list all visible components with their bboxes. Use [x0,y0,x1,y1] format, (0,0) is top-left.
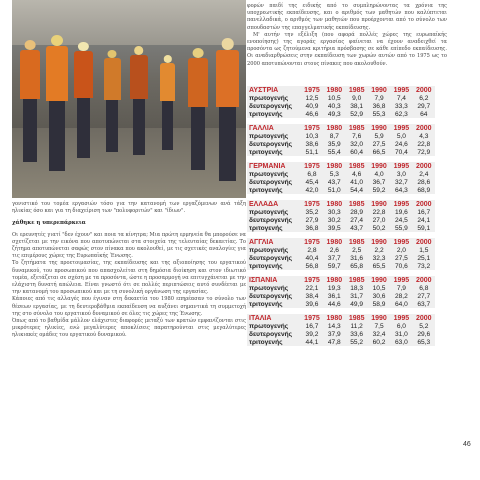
table-cell: 22,1 [305,284,319,292]
table-cell: 24,1 [417,216,431,224]
table-cell: 16,7 [417,208,431,216]
worker-vest [46,46,68,101]
helmet-icon [163,55,171,63]
table-cell: 1,5 [419,246,429,254]
table-cell: 73,2 [417,262,431,270]
year-header: 1985 [348,200,365,208]
table-cell: 2,0 [396,246,406,254]
table-cell: 6,0 [396,322,406,330]
country-name: ΓΑΛΛΙΑ [249,124,274,132]
table-row [247,140,435,148]
table-cell: 38,6 [305,140,319,148]
year-header: 1995 [393,276,410,284]
sector-label: πρωτογενής [249,246,289,254]
year-header: 1980 [326,162,343,170]
right-paragraph: Μ' αυτήν την εξέλιξη (που αφορά πολλές χώρες της ευρωπαϊκής ενοποίησης) της αγοράς εργασίας φαίνεται να έχουν αναδειχθεί τα προσόντα ως ζητούμενα κριτήρια πρόσβασης σε κάθε επίπεδο εκπαίδευσης. Οι αναδιαρθρώσεις στην εκπαίδευση των χωρών αυτών από το 1975 ως το 2000 αποτυπώνονται στους πίνακες που ακολουθούν. [247,31,447,67]
year-header: 1975 [304,86,320,94]
helmet-icon [51,35,63,46]
year-header: 1980 [326,86,343,94]
table-row [247,330,435,338]
table-cell: 37,7 [327,254,341,262]
table-cell: 30,6 [372,292,386,300]
worker-legs [77,98,90,158]
table-row [247,132,435,140]
table-cell: 55,2 [350,338,364,346]
country-name: ΙΣΠΑΝΙΑ [249,276,278,284]
year-header: 2000 [416,200,432,208]
worker-legs [219,107,235,181]
sector-label: δευτερογενής [249,330,293,338]
table-cell: 12,5 [305,94,319,102]
table-cell: 2,5 [352,246,362,254]
worker-vest [104,58,121,99]
worker-figure [104,50,121,163]
table-cell: 39,6 [305,300,319,308]
table-cell: 30,2 [327,216,341,224]
sector-label: τριτογενής [249,224,283,232]
sector-label: πρωτογενής [249,132,289,140]
table-cell: 2,6 [329,246,339,254]
year-header: 1985 [348,124,365,132]
country-name: ΑΓΓΛΙΑ [249,238,274,246]
left-text-column [12,201,246,340]
table-row [247,170,435,178]
country-table [247,162,435,194]
year-header: 1995 [393,86,410,94]
table-row [247,254,435,262]
year-header: 1975 [304,200,320,208]
table-row [247,216,435,224]
table-cell: 38,1 [350,102,364,110]
table-cell: 31,7 [350,292,364,300]
year-header: 2000 [416,162,432,170]
year-header: 2000 [416,238,432,246]
table-cell: 36,1 [327,292,341,300]
helmet-icon [24,40,35,50]
table-cell: 39,5 [327,224,341,232]
table-cell: 27,4 [350,216,364,224]
year-header: 1985 [348,276,365,284]
sector-label: τριτογενής [249,110,283,118]
year-header: 1980 [326,314,343,322]
table-cell: 63,0 [394,338,408,346]
table-row [247,178,435,186]
worker-vest [160,63,175,102]
table-cell: 24,6 [394,140,408,148]
worker-vest [216,50,239,108]
table-row [247,110,435,118]
worker-figure [130,46,148,166]
table-cell: 45,4 [305,178,319,186]
year-header: 2000 [416,86,432,94]
table-cell: 27,9 [305,216,319,224]
table-cell: 65,8 [350,262,364,270]
worker-vest [20,50,40,100]
table-cell: 55,4 [327,148,341,156]
table-cell: 65,3 [417,338,431,346]
table-cell: 7,9 [396,284,406,292]
country-name: ΕΛΛΑΔΑ [249,200,279,208]
table-cell: 64,3 [394,186,408,194]
table-cell: 27,0 [372,216,386,224]
table-cell: 5,9 [374,132,384,140]
year-header: 1990 [371,162,387,170]
table-cell: 31,6 [350,254,364,262]
table-cell: 59,7 [327,262,341,270]
year-header: 1985 [348,314,365,322]
table-cell: 7,6 [352,132,362,140]
table-row [247,322,435,330]
year-header: 1990 [371,276,387,284]
table-cell: 41,0 [350,178,364,186]
sector-label: πρωτογενής [249,170,289,178]
table-row [247,246,435,254]
year-header: 1995 [393,162,410,170]
table-cell: 4,3 [419,132,429,140]
table-cell: 10,5 [327,94,341,102]
year-header: 1995 [393,200,410,208]
sector-label: τριτογενής [249,148,283,156]
year-header: 1975 [304,276,320,284]
year-header: 1975 [304,314,320,322]
table-cell: 16,7 [305,322,319,330]
country-table [247,124,435,156]
table-cell: 7,9 [374,94,384,102]
table-cell: 59,1 [417,224,431,232]
worker-vest [188,58,208,108]
year-header: 1990 [371,200,387,208]
helmet-icon [78,42,88,51]
table-cell: 19,6 [394,208,408,216]
helmet-icon [192,48,203,58]
sector-label: τριτογενής [249,186,283,194]
table-cell: 7,5 [374,322,384,330]
table-cell: 36,8 [305,224,319,232]
table-cell: 4,0 [374,170,384,178]
table-cell: 47,8 [327,338,341,346]
table-cell: 22,8 [372,208,386,216]
sector-label: δευτερογενής [249,140,293,148]
table-cell: 58,9 [372,300,386,308]
table-cell: 32,3 [372,254,386,262]
year-header: 1990 [371,86,387,94]
worker-vest [130,55,148,99]
table-cell: 49,9 [350,300,364,308]
table-cell: 8,7 [329,132,339,140]
page-number: 46 [463,441,471,448]
country-table [247,238,435,270]
table-row [247,102,435,110]
right-text-column [247,3,447,68]
table-cell: 32,7 [394,178,408,186]
worker-figure [74,42,93,170]
table-cell: 44,1 [305,338,319,346]
sector-label: τριτογενής [249,338,283,346]
table-cell: 60,4 [350,148,364,156]
table-cell: 2,2 [374,246,384,254]
table-cell: 29,7 [417,102,431,110]
table-cell: 40,3 [327,102,341,110]
helmet-icon [221,38,234,50]
left-caption-paragraph: γονιστικό του τομέα εργασιών τόσο για την κατανομή των εργαζόμενων ανά τάξη ηλικίας όσο και για τη διαχείριση των "πολυφοριτών" και "ίδιων". [12,201,246,215]
table-cell: 50,2 [372,224,386,232]
table-cell: 11,2 [350,322,363,330]
table-row [247,292,435,300]
helmet-icon [134,46,144,55]
table-cell: 29,6 [417,330,431,338]
table-cell: 22,8 [417,140,431,148]
table-cell: 40,9 [305,102,319,110]
country-table [247,276,435,308]
left-body-paragraph: Όπως από το βαθμίδα μάλλον ελάχιστες διαφορές μεταξύ των κρατών εμφανίζονται στις μικρότερες ηλικίες, ενώ μεγαλύτερες αποκλίσεις παρατηρούνται στις μεγαλύτερες ηλικιακές ομάδες του εργατικού δυναμικού. [12,318,246,339]
year-header: 1975 [304,162,320,170]
table-cell: 35,2 [305,208,319,216]
table-cell: 59,2 [372,186,386,194]
helmet-icon [108,50,117,58]
worker-vest [74,51,93,98]
table-cell: 2,8 [307,246,317,254]
table-cell: 4,6 [352,170,362,178]
table-cell: 54,4 [350,186,364,194]
table-cell: 62,3 [394,110,408,118]
worker-figure [46,35,68,185]
country-name: ΑΥΣΤΡΙΑ [249,86,279,94]
table-row [247,338,435,346]
table-cell: 6,2 [419,94,429,102]
table-cell: 38,4 [305,292,319,300]
worker-figure [188,48,208,183]
year-header: 1980 [326,124,343,132]
table-cell: 43,7 [350,224,364,232]
left-body-paragraph: Κάποιες από τις αλλαγές που έγιναν στη δεκαετία του 1980 επηρέασαν το σύνολο των θέσεων εργασίας, με τη δευτεροβάθμια εκπαίδευση να αυξάνει σημαντικά τη συμμετοχή της στο σύνολο του εργατικού δυναμικού σε όλες τις χώρες της Ένωσης. [12,296,246,317]
table-cell: 68,9 [417,186,431,194]
table-cell: 51,0 [327,186,341,194]
table-row [247,94,435,102]
table-cell: 65,5 [372,262,386,270]
sector-label: τριτογενής [249,262,283,270]
worker-figure [160,55,175,160]
country-table [247,86,435,118]
worker-legs [49,101,64,171]
right-paragraph: φορών παιδί της ειδικής από το συμπληρώνοντας τα χρόνια της υποχρεωτικής εκπαίδευσης, και ο αριθμός των μαθητών που καλύπτεται πανελλαδικά, ο αριθμός των μαθητών που προέρχονται από το σύνολο των σπουδαστών της επαγγελματικής εκπαίδευσης. [247,3,447,31]
workers-photo [12,0,246,198]
year-header: 1980 [326,200,343,208]
table-cell: 24,5 [394,216,408,224]
table-cell: 7,4 [396,94,406,102]
table-cell: 55,3 [372,110,386,118]
table-cell: 18,3 [350,284,364,292]
table-cell: 70,6 [394,262,408,270]
year-header: 1990 [371,124,387,132]
table-cell: 25,1 [417,254,431,262]
table-cell: 33,6 [350,330,364,338]
table-cell: 43,7 [327,178,341,186]
table-cell: 27,7 [417,292,431,300]
table-cell: 19,3 [327,284,341,292]
sector-label: δευτερογενής [249,254,293,262]
table-row [247,300,435,308]
year-header: 1995 [393,238,410,246]
year-header: 2000 [416,124,432,132]
table-cell: 5,0 [396,132,406,140]
employment-tables [247,86,447,352]
sector-label: πρωτογενής [249,322,289,330]
table-cell: 6,8 [307,170,317,178]
table-cell: 56,8 [305,262,319,270]
table-cell: 5,3 [329,170,339,178]
worker-legs [133,99,145,155]
section-title: χάθηκε η υπερεπάρκεια [12,220,86,227]
worker-figure [216,38,239,196]
table-cell: 37,9 [327,330,341,338]
table-cell: 46,6 [305,110,319,118]
sector-label: δευτερογενής [249,292,293,300]
table-cell: 36,8 [372,102,386,110]
table-cell: 28,2 [394,292,408,300]
table-cell: 30,3 [327,208,341,216]
table-cell: 60,2 [372,338,386,346]
table-cell: 66,5 [372,148,386,156]
year-header: 2000 [416,276,432,284]
table-cell: 32,4 [372,330,386,338]
year-header: 1990 [371,314,387,322]
country-table [247,200,435,232]
table-cell: 14,3 [327,322,341,330]
worker-legs [106,100,118,153]
table-cell: 35,9 [327,140,341,148]
table-cell: 44,6 [327,300,341,308]
sector-label: πρωτογενής [249,208,289,216]
year-header: 1985 [348,238,365,246]
worker-figure [20,40,40,175]
table-row [247,208,435,216]
year-header: 1985 [348,162,365,170]
sector-label: δευτερογενής [249,178,293,186]
sector-label: δευτερογενής [249,102,293,110]
table-cell: 64,0 [394,300,408,308]
table-row [247,186,435,194]
table-cell: 32,0 [350,140,364,148]
year-header: 2000 [416,314,432,322]
table-cell: 9,0 [352,94,362,102]
sector-label: δευτερογενής [249,216,293,224]
table-row [247,224,435,232]
table-cell: 40,4 [305,254,319,262]
table-cell: 36,7 [372,178,386,186]
country-name: ΓΕΡΜΑΝΙΑ [249,162,286,170]
table-cell: 39,2 [305,330,319,338]
table-cell: 70,4 [394,148,408,156]
table-cell: 28,6 [417,178,431,186]
worker-legs [162,101,173,150]
table-cell: 42,0 [305,186,319,194]
year-header: 1975 [304,238,320,246]
table-cell: 55,9 [394,224,408,232]
table-cell: 5,2 [419,322,429,330]
table-cell: 64 [420,110,428,118]
table-cell: 27,5 [394,254,408,262]
year-header: 1990 [371,238,387,246]
worker-legs [191,107,205,170]
year-header: 1975 [304,124,320,132]
year-header: 1995 [393,314,410,322]
table-cell: 72,9 [417,148,431,156]
table-cell: 28,9 [350,208,364,216]
country-name: ΙΤΑΛΙΑ [249,314,272,322]
table-cell: 10,3 [305,132,319,140]
year-header: 1985 [348,86,365,94]
table-row [247,148,435,156]
year-header: 1980 [326,276,343,284]
sector-label: πρωτογενής [249,94,289,102]
country-table [247,314,435,346]
table-row [247,262,435,270]
sector-label: τριτογενής [249,300,283,308]
table-cell: 3,0 [396,170,406,178]
left-body-paragraph: Οι ερευνητές γιατί "δεν έχουν" και ποια τα κίνητρα; Μια πρώτη ερμηνεία θα μπορούσε να σχετίζεται με την εικόνα που αποτυπώνεται στα στοιχεία της τελευταίας δεκαετίας. Το ζήτημα αποτυπώνεται σαφώς στον πίνακα που ακολουθεί, με τις σχετικές αναλογίες για τις επιμέρους χώρες της Ευρωπαϊκής Ένωσης. [12,231,246,260]
year-header: 1995 [393,124,410,132]
table-row [247,284,435,292]
table-cell: 51,1 [305,148,319,156]
table-cell: 63,7 [417,300,431,308]
table-cell: 49,3 [327,110,341,118]
table-cell: 6,8 [419,284,429,292]
table-cell: 10,5 [372,284,386,292]
table-cell: 52,9 [350,110,364,118]
table-cell: 2,4 [419,170,429,178]
left-body-paragraph: Το ζητήματα της προετοιμασίας, της εκπαίδευσης και της αξιοποίησης του εργατικού δυναμικού, του προσωπικού που απασχολείται στη δημόσια διοίκηση και στον ιδιωτικό τομέα, εξετάζεται σε σχέση με τα προσόντα, ώστε η προσαρμογή να επιτυγχάνεται με την ελάχιστη δυνατή απώλεια. Είναι γνωστό ότι σε πολλές περιπτώσεις αυτό συνδέεται με την κατανομή του προσωπικού και με τη συνολική οργάνωση της εργασίας. [12,260,246,296]
sector-label: πρωτογενής [249,284,289,292]
worker-legs [23,99,37,162]
table-cell: 33,3 [394,102,408,110]
table-cell: 31,0 [394,330,408,338]
year-header: 1980 [326,238,343,246]
table-cell: 27,5 [372,140,386,148]
